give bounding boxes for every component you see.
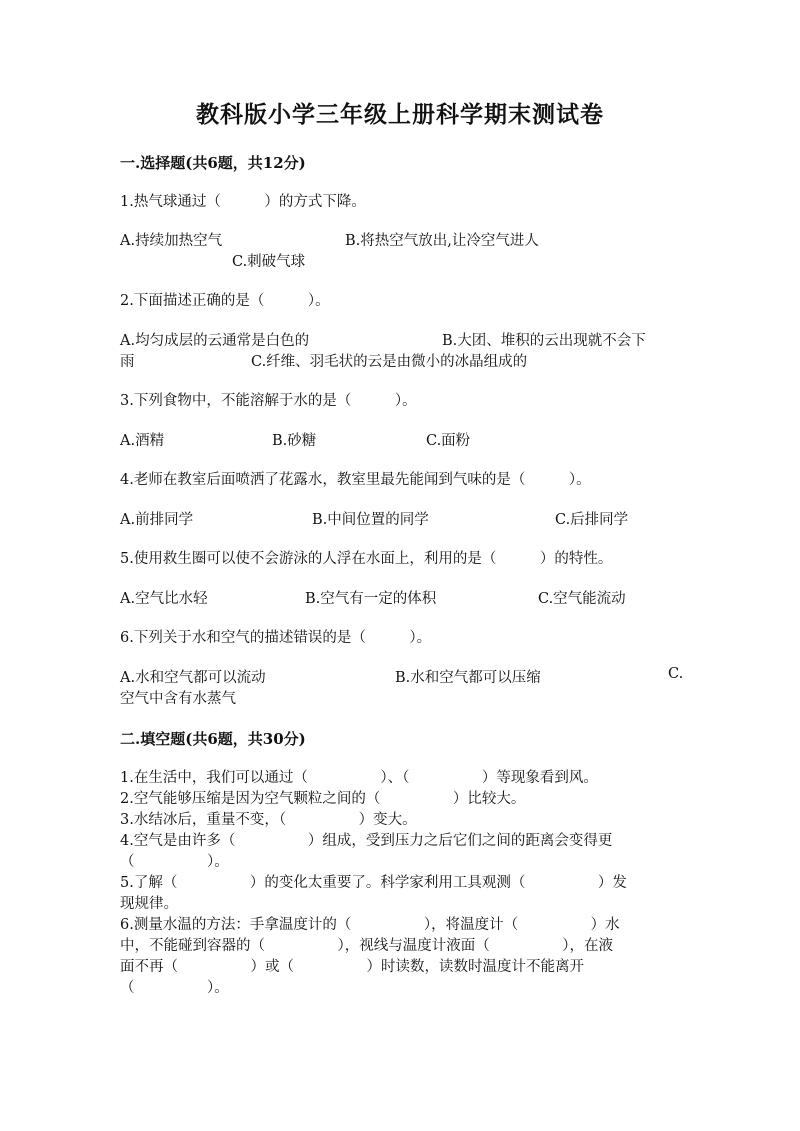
- q6-option-a: A.水和空气都可以流动: [120, 670, 266, 686]
- q5-option-b: B.空气有一定的体积: [305, 591, 437, 607]
- q4-option-b: B.中间位置的同学: [312, 512, 429, 528]
- fill-line: 中，不能碰到容器的（ ），视线与温度计液面（ ），在液: [120, 938, 613, 954]
- q3-option-c: C.面粉: [426, 433, 471, 449]
- fill-line: （ ）。: [120, 854, 229, 870]
- q6-option-c-label: C.: [668, 666, 684, 682]
- q2-option-b-wrap: 雨: [120, 354, 135, 370]
- section-heading-fill: 二.填空题(共6题，共30分): [120, 730, 306, 748]
- q3-option-a: A.酒精: [120, 433, 165, 449]
- question-6: 6.下列关于水和空气的描述错误的是（ ）。: [120, 630, 432, 646]
- section-heading-choice: 一.选择题(共6题，共12分): [120, 154, 306, 172]
- fill-line: 5.了解（ ）的变化太重要了。科学家利用工具观测（ ）发: [120, 875, 627, 891]
- fill-line: 1.在生活中，我们可以通过（ ）、（ ）等现象看到风。: [120, 770, 598, 786]
- fill-line: （ ）。: [120, 980, 229, 996]
- question-4: 4.老师在教室后面喷洒了花露水，教室里最先能闻到气味的是（ ）。: [120, 472, 591, 488]
- q1-option-a: A.持续加热空气: [120, 233, 223, 249]
- question-2: 2.下面描述正确的是（ ）。: [120, 293, 330, 309]
- q1-option-b: B.将热空气放出,让冷空气进人: [345, 233, 539, 249]
- question-1: 1.热气球通过（ ）的方式下降。: [120, 194, 366, 210]
- q3-option-b: B.砂糖: [272, 433, 317, 449]
- fill-line: 面不再（ ）或（ ）时读数，读数时温度计不能离开: [120, 959, 584, 975]
- q1-option-c: C.刺破气球: [232, 254, 306, 270]
- q4-option-a: A.前排同学: [120, 512, 194, 528]
- q6-option-c: 空气中含有水蒸气: [120, 691, 236, 707]
- q6-option-b: B.水和空气都可以压缩: [395, 670, 541, 686]
- fill-line: 6.测量水温的方法：手拿温度计的（ ），将温度计（ ）水: [120, 917, 620, 933]
- fill-line: 现规律。: [120, 896, 178, 912]
- question-5: 5.使用救生圈可以使不会游泳的人浮在水面上，利用的是（ ）的特性。: [120, 551, 613, 567]
- fill-line: 2.空气能够压缩是因为空气颗粒之间的（ ）比较大。: [120, 791, 526, 807]
- q2-option-b: B.大团、堆积的云出现就不会下: [442, 333, 646, 349]
- q5-option-c: C.空气能流动: [538, 591, 626, 607]
- page-title: 教科版小学三年级上册科学期末测试卷: [196, 101, 604, 128]
- fill-line: 4.空气是由许多（ ）组成，受到压力之后它们之间的距离会变得更: [120, 833, 613, 849]
- q2-option-c: C.纤维、羽毛状的云是由微小的冰晶组成的: [251, 354, 528, 370]
- q2-option-a: A.均匀成层的云通常是白色的: [120, 333, 310, 349]
- q5-option-a: A.空气比水轻: [120, 591, 208, 607]
- question-3: 3.下列食物中，不能溶解于水的是（ ）。: [120, 393, 417, 409]
- fill-line: 3.水结冰后，重量不变，（ ）变大。: [120, 812, 417, 828]
- q4-option-c: C.后排同学: [555, 512, 629, 528]
